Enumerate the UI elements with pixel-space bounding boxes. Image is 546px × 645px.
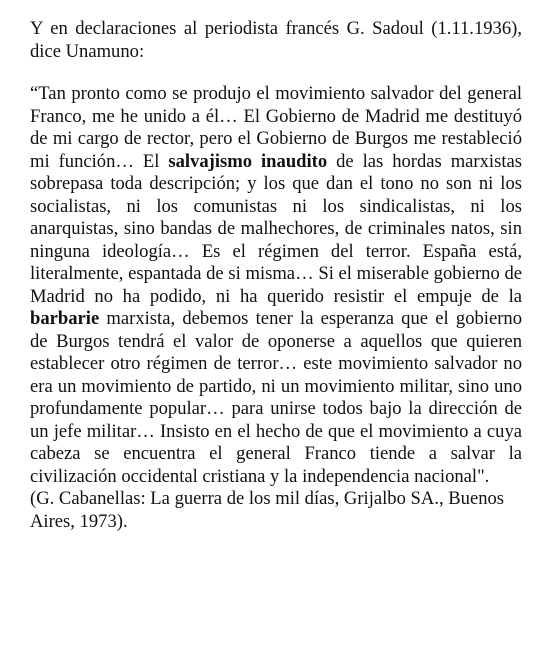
quote-paragraph	[30, 83, 522, 488]
intro-paragraph: Y en declaraciones al periodista francés G. Sadoul (1.11.1936), dice Unamuno:	[30, 18, 522, 62]
citation-paragraph: (G. Cabanellas: La guerra de los mil días, Grijalbo SA., Buenos Aires, 1973).	[30, 488, 505, 532]
quote-bold-salvajismo-inaudito: salvajismo inaudito	[168, 150, 328, 172]
quote-bold-barbarie: barbarie	[30, 308, 100, 329]
quote-text-part-2: de las hordas marxistas sobrepasa toda descripción; y los que dan el tono no son ni los socialistas, ni los comunistas ni los sindicalistas, ni los anarquistas, sino bandas de malhechores, de criminales natos, sin ninguna ideología… Es el régimen del terror. España está, literalmente, espantada de si misma… Si el miserable gobierno de Madrid no ha podido, ni ha querido resistir el empuje de la	[30, 150, 522, 307]
quote-text-part-3: marxista, debemos tener la esperanza que el gobierno de Burgos tendrá el valor de oponerse a aquellos que quieren establecer otro régimen de terror… este movimiento salvador no era un movimiento de partido, ni un movimiento militar, sino uno profundamente popular… para unirse todos bajo la dirección de un jefe militar… Insisto en el hecho de que el movimiento a cuya cabeza se encuentra el general Franco tiende a salvar la civilización occidental cristiana y la independencia nacional".	[30, 308, 522, 487]
quote-text-part-1: “Tan pronto como se produjo el movimiento salvador del general Franco, me he unido a él… El Gobierno de Madrid me destituyó de mi cargo de rector, pero el Gobierno de Burgos me restableció mi función… El	[30, 83, 522, 172]
